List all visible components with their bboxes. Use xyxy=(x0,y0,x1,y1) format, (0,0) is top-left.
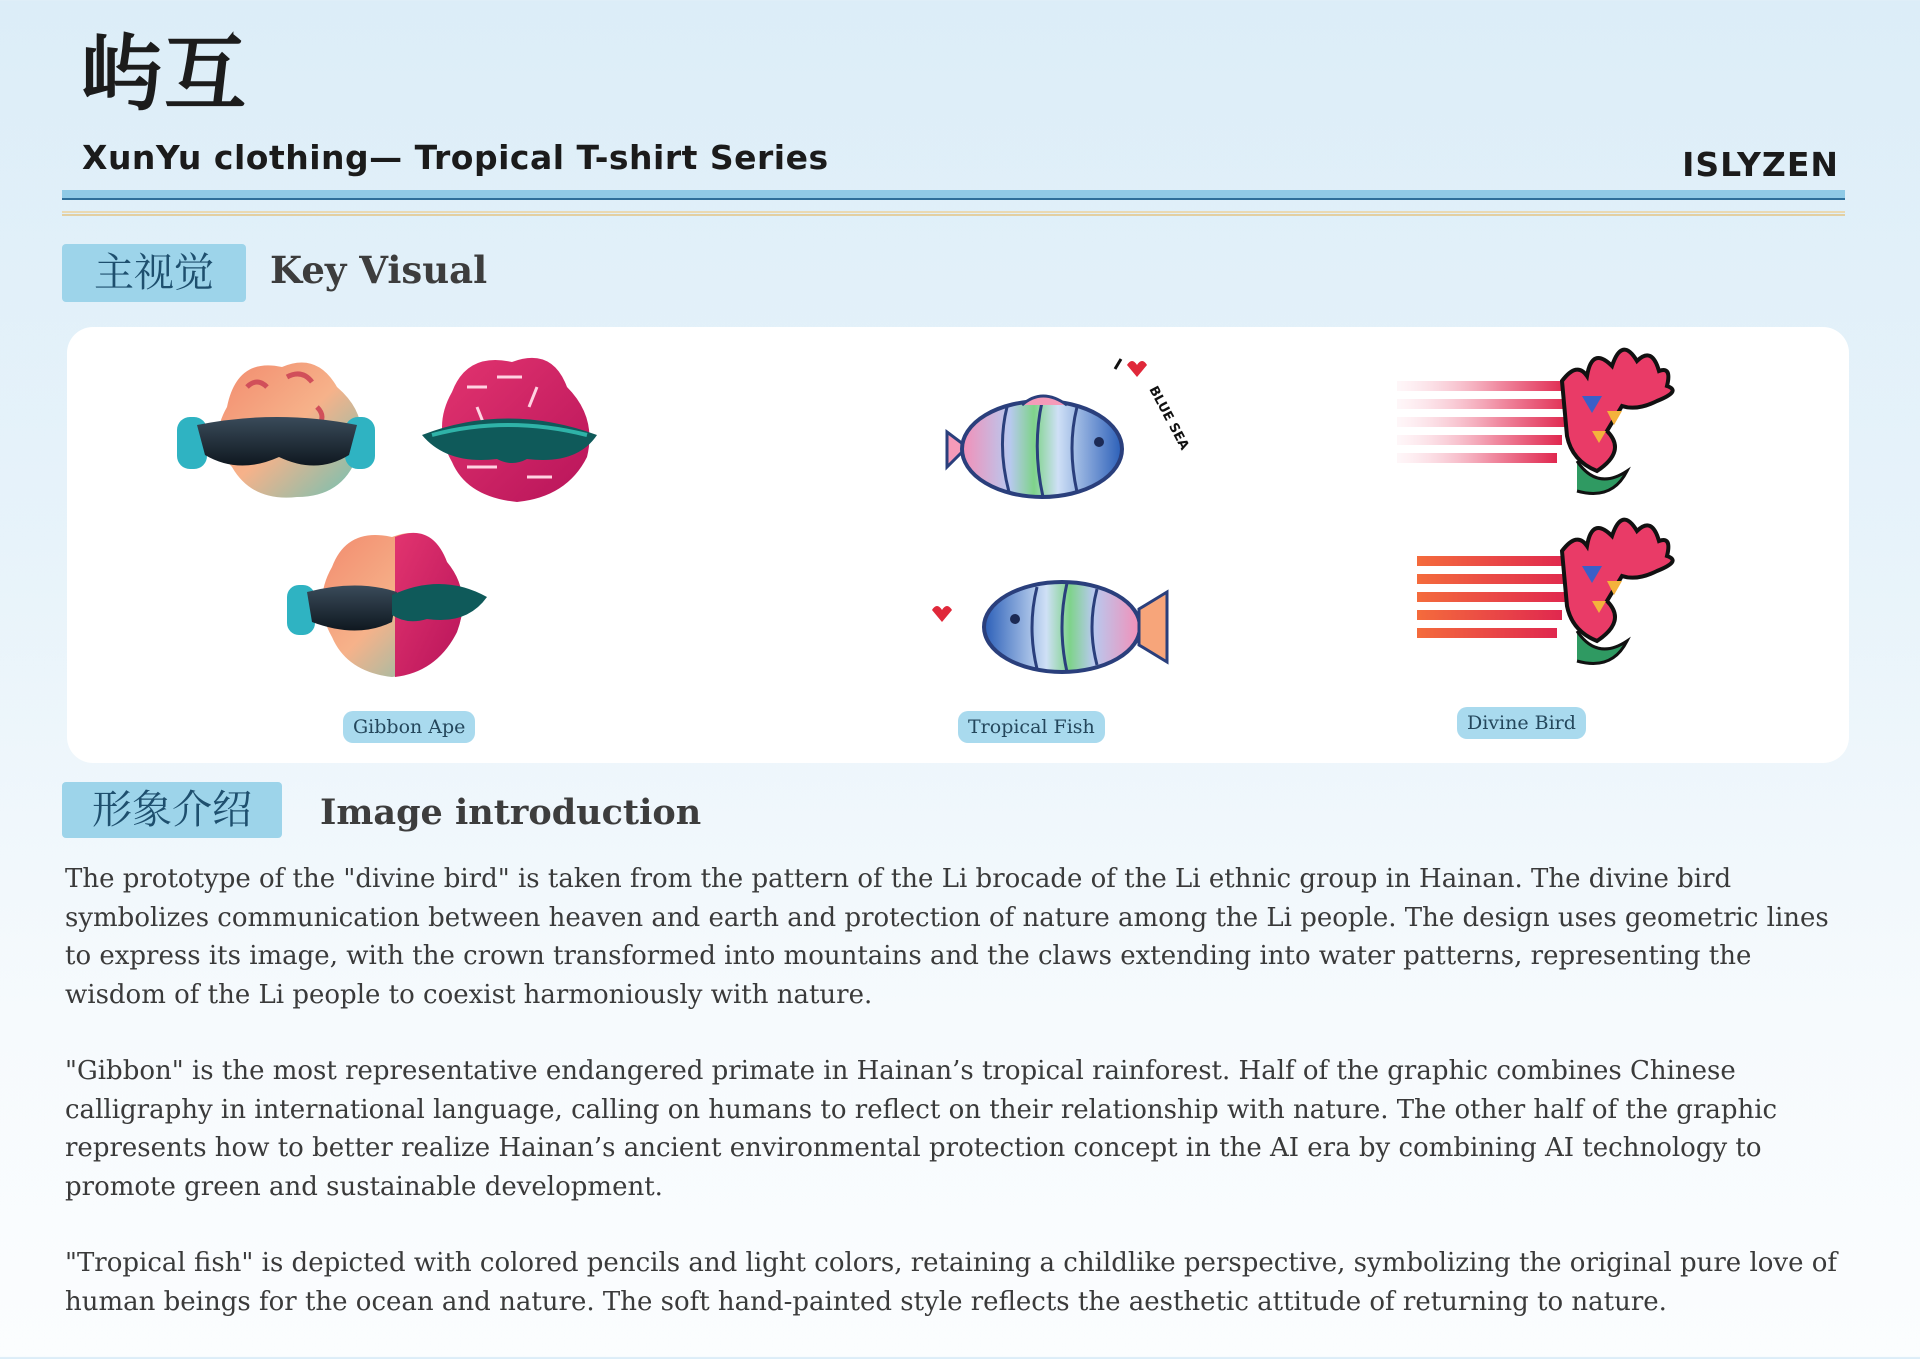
key-visual-tag: 主视觉 xyxy=(62,244,246,302)
tropical-fish-bottom xyxy=(932,582,1167,672)
key-visual-panel xyxy=(67,327,1849,763)
intro-tag: 形象介绍 xyxy=(62,782,282,838)
intro-title: Image introduction xyxy=(320,792,702,833)
intro-body xyxy=(65,860,1845,1359)
intro-paragraph-divine-bird: The prototype of the "divine bird" is taken from the pattern of the Li brocade of the Li ethnic group in Hainan. The divine bird symbolizes communication between heaven and earth and protection of nature among the Li people. The design uses geometric lines to express its image, with the crown transformed into mountains and the claws extending into water patterns, representing the wisdom of the Li people to coexist harmoniously with nature. xyxy=(65,864,1829,1010)
tropical-fish-top xyxy=(947,359,1192,497)
series-title: XunYu clothing— Tropical T-shirt Series xyxy=(82,138,829,177)
gibbon-head-mixed xyxy=(287,533,487,677)
tropical-fish-illustration xyxy=(927,347,1227,697)
gibbon-head-magenta xyxy=(422,358,597,502)
header-divider-blue xyxy=(62,190,1845,200)
tropical-fish-label: Tropical Fish xyxy=(958,711,1105,743)
gibbon-ape-label: Gibbon Ape xyxy=(343,711,475,743)
gibbon-head-coral xyxy=(177,363,375,498)
gibbon-ape-illustration xyxy=(167,347,707,717)
divine-bird-illustration xyxy=(1397,341,1697,701)
intro-paragraph-tropical-fish: "Tropical fish" is depicted with colored pencils and light colors, retaining a childlike perspective, symbolizing the original pure love of human beings for the ocean and nature. The soft hand-painted style reflects the aesthetic attitude of returning to nature. xyxy=(65,1248,1838,1317)
divine-bird-label: Divine Bird xyxy=(1457,707,1586,739)
divine-bird-top xyxy=(1397,350,1673,494)
divine-bird-bottom xyxy=(1417,520,1673,664)
brand-logo-chinese: 屿互 xyxy=(80,27,249,122)
blue-sea-sticker-text: BLUE SEA xyxy=(1145,383,1192,453)
brand-name: ISLYZEN xyxy=(1682,145,1839,184)
key-visual-title: Key Visual xyxy=(270,248,488,292)
intro-paragraph-gibbon: "Gibbon" is the most representative endangered primate in Hainan’s tropical rainforest. Half of the graphic combines Chinese calligraphy in international language, calling on humans to reflect on their relationship with nature. The other half of the graphic represents how to better realize Hainan’s ancient environmental protection concept in the AI era by combining AI technology to promote green and sustainable development. xyxy=(65,1056,1778,1202)
header-divider-gold xyxy=(62,211,1845,216)
